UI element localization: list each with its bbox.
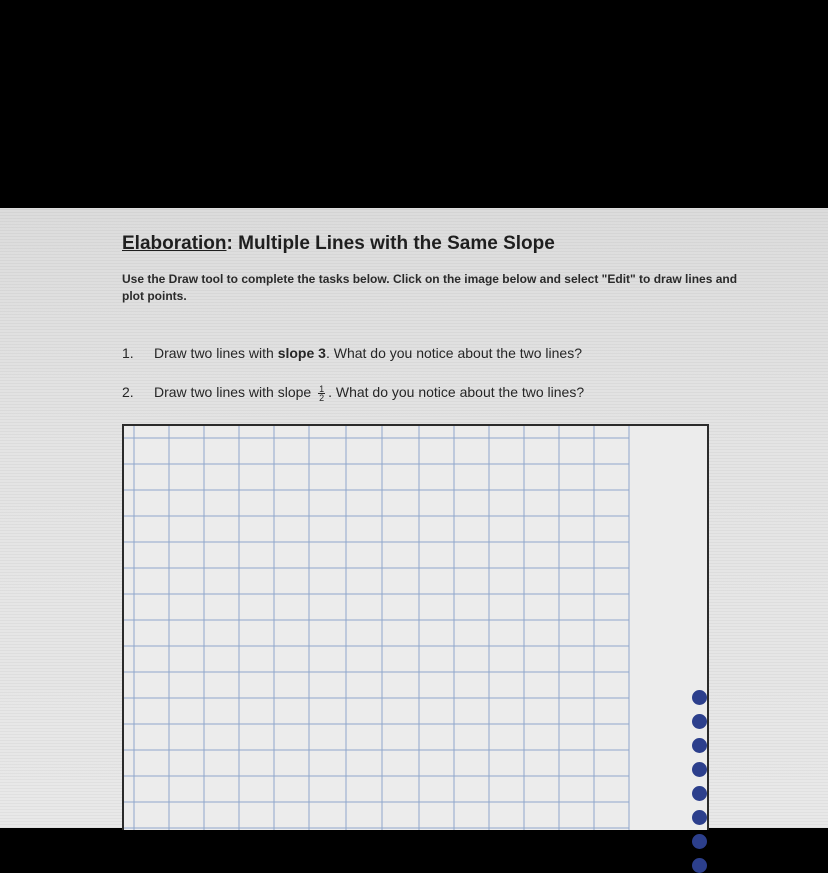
fraction-denominator: 2 (319, 392, 325, 403)
fraction (318, 385, 325, 402)
task-number: 2. (122, 384, 134, 400)
coordinate-grid (124, 426, 707, 830)
title-rest: : Multiple Lines with the Same Slope (226, 233, 555, 254)
draggable-point[interactable] (692, 714, 707, 729)
draggable-point[interactable] (692, 786, 707, 801)
draggable-point[interactable] (692, 738, 707, 753)
drawing-area[interactable] (122, 424, 709, 830)
title-underlined: Elaboration (122, 233, 227, 254)
instructions-text: Use the Draw tool to complete the tasks below. Click on the image below and select "Edit" to draw lines and plot points. (122, 272, 738, 303)
draggable-point[interactable] (692, 810, 707, 825)
task-text-after: . What do you notice about the two lines? (328, 384, 585, 400)
draggable-point[interactable] (692, 834, 707, 849)
task-text-after: . What do you notice about the two lines? (325, 345, 582, 361)
fraction-numerator: 1 (319, 383, 325, 394)
screen (0, 208, 828, 828)
page-title (122, 233, 555, 255)
task-text-before: Draw two lines with slope (154, 384, 316, 400)
task-text-before: Draw two lines with (154, 345, 278, 361)
task-2 (122, 384, 584, 402)
task-bold-text: slope 3 (277, 345, 326, 361)
draggable-point[interactable] (692, 762, 707, 777)
task-1 (122, 345, 582, 361)
document-page (0, 208, 828, 828)
task-number: 1. (122, 345, 134, 361)
draggable-point[interactable] (692, 690, 707, 705)
draggable-point[interactable] (692, 858, 707, 873)
